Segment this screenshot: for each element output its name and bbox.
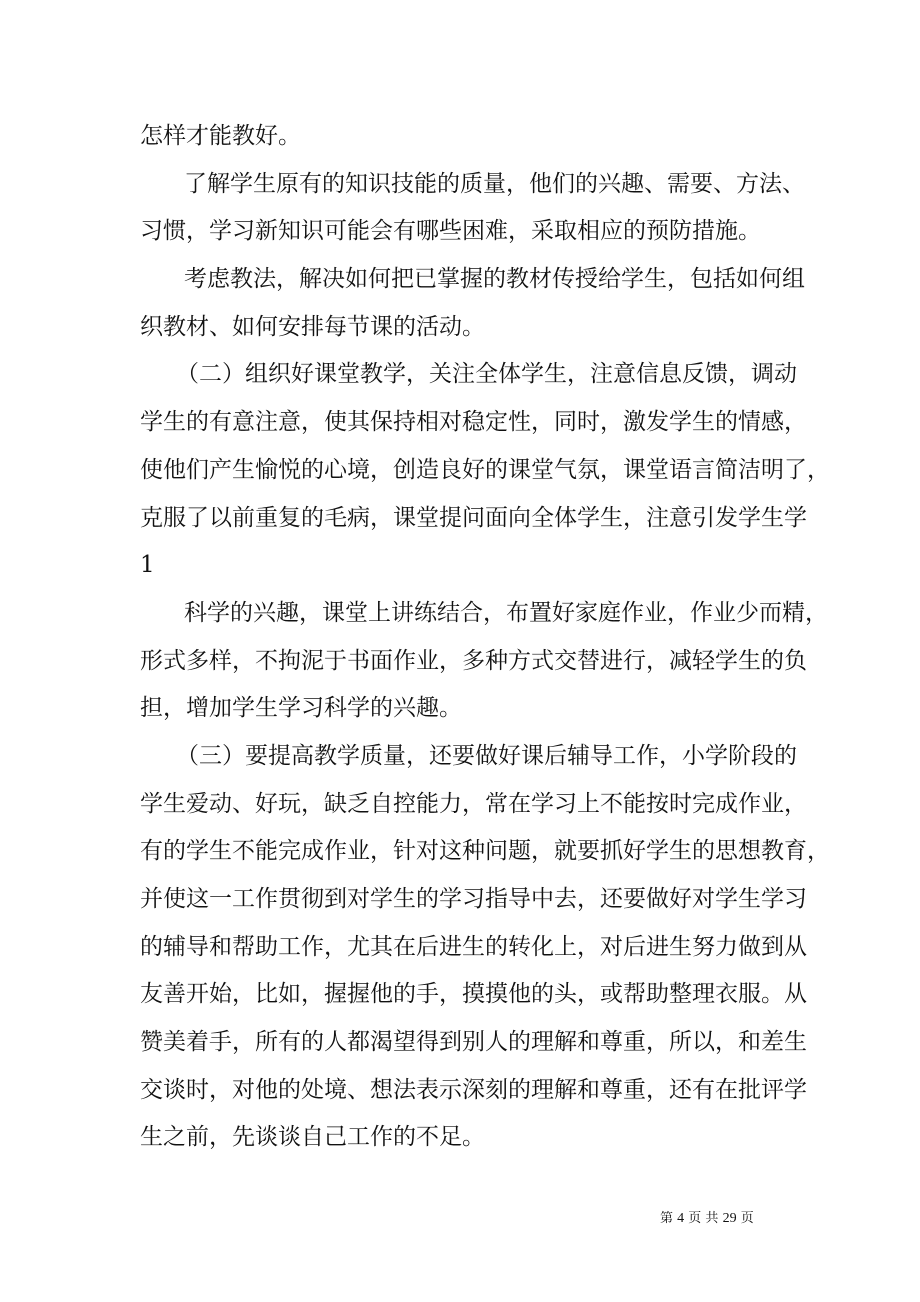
text-line: 了解学生原有的知识技能的质量，他们的兴趣、需要、方法、 [184, 170, 805, 197]
text-line: 使他们产生愉悦的心境，创造良好的课堂气氛，课堂语言简洁明了， [140, 456, 830, 483]
text-line: 生之前，先谈谈自己工作的不足。 [140, 1124, 485, 1151]
text-line: 克服了以前重复的毛病，课堂提问面向全体学生，注意引发学生学 [140, 504, 807, 531]
current-page-number: 4 [677, 1211, 685, 1226]
text-line: 并使这一工作贯彻到对学生的学习指导中去，还要做好对学生学习 [140, 886, 807, 912]
footer-prefix: 第 [660, 1211, 674, 1226]
document-body [140, 113, 830, 1162]
text-line: 友善开始，比如，握握他的手，摸摸他的头，或帮助整理衣服。从 [140, 981, 807, 1008]
text-line: 科学的兴趣，课堂上讲练结合，布置好家庭作业，作业少而精， [184, 599, 828, 626]
footer-suffix: 页 [740, 1211, 754, 1226]
text-line: （二）组织好课堂教学，关注全体学生，注意信息反馈，调动 [176, 361, 797, 388]
page-footer [660, 1210, 800, 1228]
text-line: 的辅导和帮助工作，尤其在后进生的转化上，对后进生努力做到从 [140, 933, 807, 960]
footer-middle: 页 共 [688, 1211, 719, 1226]
text-line: 有的学生不能完成作业，针对这种问题，就要抓好学生的思想教育， [140, 838, 830, 865]
text-line: 怎样才能教好。 [140, 123, 301, 149]
text-line: 形式多样，不拘泥于书面作业，多种方式交替进行，减轻学生的负 [140, 647, 807, 674]
total-page-number: 29 [722, 1211, 737, 1226]
text-line: （三）要提高教学质量，还要做好课后辅导工作，小学阶段的 [176, 742, 797, 769]
text-line: 1 [140, 552, 155, 579]
text-line: 考虑教法，解决如何把已掌握的教材传授给学生，包括如何组 [184, 266, 805, 293]
text-line: 学生爱动、好玩，缺乏自控能力，常在学习上不能按时完成作业， [140, 790, 807, 817]
text-line: 学生的有意注意，使其保持相对稳定性，同时，激发学生的情感， [140, 409, 807, 436]
text-line: 赞美着手，所有的人都渴望得到别人的理解和尊重，所以，和差生 [140, 1029, 807, 1056]
text-line: 习惯，学习新知识可能会有哪些困难，采取相应的预防措施。 [140, 218, 761, 245]
text-line: 担，增加学生学习科学的兴趣。 [140, 695, 462, 722]
text-line: 织教材、如何安排每节课的活动。 [140, 313, 485, 340]
text-line: 交谈时，对他的处境、想法表示深刻的理解和尊重，还有在批评学 [140, 1076, 807, 1103]
